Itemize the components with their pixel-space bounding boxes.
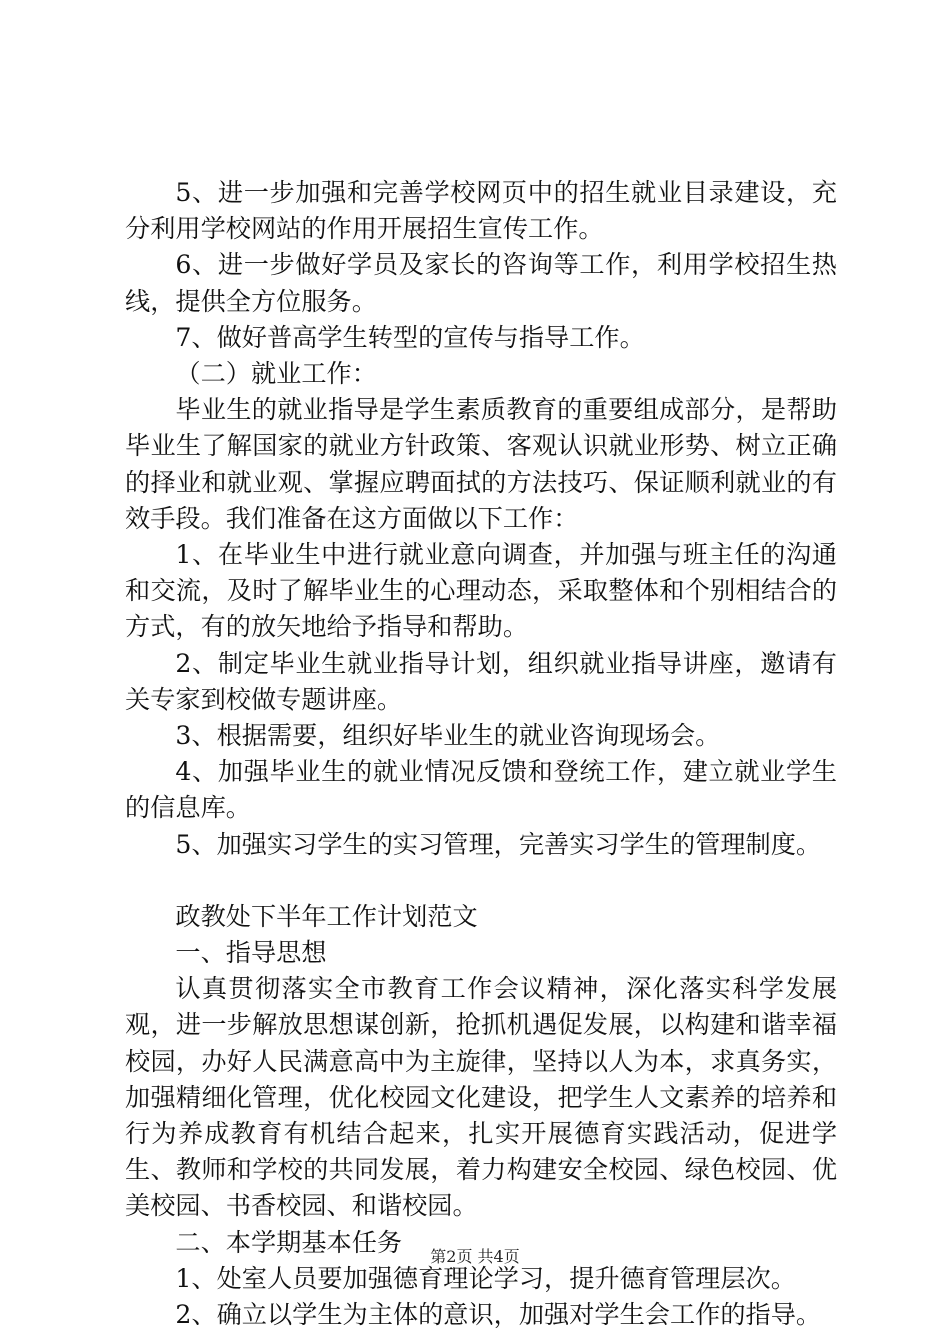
paragraph: 毕业生的就业指导是学生素质教育的重要组成部分，是帮助毕业生了解国家的就业方针政策、客观认识就业形势、树立正确的择业和就业观、掌握应聘面拭的方法技巧、保证顺利就业的有效手段。我们准备在这方面做以下工作： (125, 395, 837, 533)
document-title: 政教处下半年工作计划范文 (175, 901, 478, 931)
section-heading: 二、本学期基本任务 (175, 1227, 403, 1257)
blank-line (125, 863, 837, 899)
document-body (125, 175, 837, 1333)
paragraph: 3、根据需要，组织好毕业生的就业咨询现场会。 (175, 721, 721, 751)
paragraph: 1、在毕业生中进行就业意向调查，并加强与班主任的沟通和交流，及时了解毕业生的心理动态，采取整体和个别相结合的方式，有的放矢地给予指导和帮助。 (125, 540, 837, 642)
paragraph: 5、加强实习学生的实习管理，完善实习学生的管理制度。 (175, 829, 822, 859)
paragraph: 4、加强毕业生的就业情况反馈和登统工作，建立就业学生的信息库。 (125, 757, 837, 823)
paragraph: 6、进一步做好学员及家长的咨询等工作，利用学校招生热线，提供全方位服务。 (125, 250, 837, 316)
section-heading: （二）就业工作： (175, 359, 377, 389)
paragraph: 7、做好普高学生转型的宣传与指导工作。 (175, 322, 645, 352)
paragraph: 2、制定毕业生就业指导计划，组织就业指导讲座，邀请有关专家到校做专题讲座。 (125, 648, 837, 714)
section-heading: 一、指导思想 (175, 938, 327, 968)
page-number-footer: 第2页 共4页 (430, 1247, 520, 1266)
paragraph: 认真贯彻落实全市教育工作会议精神，深化落实科学发展观，进一步解放思想谋创新，抢抓机遇促发展，以构建和谐幸福校园，办好人民满意高中为主旋律，坚持以人为本，求真务实，加强精细化管理，优化校园文化建设，把学生人文素养的培养和行为养成教育有机结合起来，扎实开展德育实践活动，促进学生、教师和学校的共同发展，着力构建安全校园、绿色校园、优美校园、书香校园、和谐校园。 (125, 974, 837, 1221)
paragraph: 1、处室人员要加强德育理论学习，提升德育管理层次。 (175, 1263, 796, 1293)
paragraph: 5、进一步加强和完善学校网页中的招生就业目录建设，充分利用学校网站的作用开展招生宣传工作。 (125, 178, 837, 244)
paragraph: 2、确立以学生为主体的意识，加强对学生会工作的指导。 (175, 1300, 822, 1330)
